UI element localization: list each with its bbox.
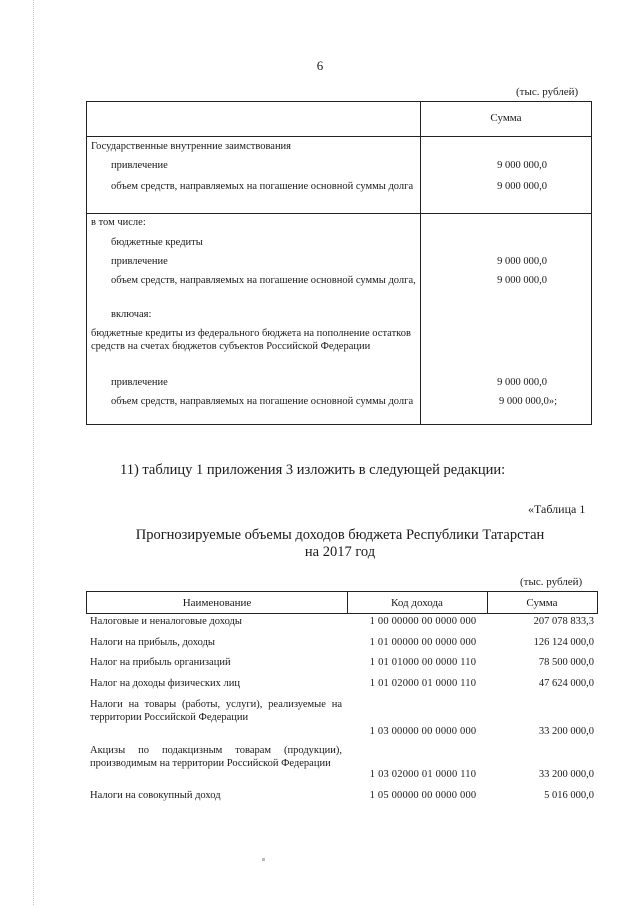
table-row-sum: 47 624 000,0 [538,678,594,689]
table-row-sum: 5 016 000,0 [544,790,594,801]
borrowings-table [86,101,592,425]
table-row: объем средств, направляемых на погашение основной суммы долга [111,396,414,407]
table-row: бюджетные кредиты из федерального бюджета на пополнение остатков средств на счетах бюджетов субъектов Российской Федерации [91,328,411,352]
table-row: бюджетные кредиты [111,237,203,248]
table-row-code: 1 03 00000 00 0000 000 [369,726,477,737]
table-row-sum: 78 500 000,0 [538,657,594,668]
table-row-code: 1 05 00000 00 0000 000 [369,790,477,801]
column-header-code: Код дохода [391,597,443,609]
binding-margin [33,0,36,905]
table-row-code: 1 01 01000 00 0000 110 [369,657,477,668]
column-header-sum: Сумма [526,597,558,609]
row-value: 9 000 000,0 [497,256,547,267]
amendment-paragraph: 11) таблицу 1 приложения 3 изложить в следующей редакции: [120,462,506,478]
scan-speck [262,858,265,861]
table-row-sum: 33 200 000,0 [538,726,594,737]
column-divider [420,102,421,424]
row-value: 9 000 000,0 [497,181,547,192]
table-row: привлечение [111,256,168,267]
table-row-sum: 33 200 000,0 [538,769,594,780]
table-row-sum: 126 124 000,0 [533,637,594,648]
section-divider [87,213,591,214]
table-row: привлечение [111,160,168,171]
table-row: привлечение [111,377,168,388]
row-value: 9 000 000,0»; [498,396,557,407]
table-row: Государственные внутренние заимствования [91,141,292,152]
table-row-name: Налог на доходы физических лиц [90,678,240,689]
table-row-name: Налоги на совокупный доход [90,790,221,801]
table-row: включая: [111,309,152,320]
table-row-code: 1 01 00000 00 0000 000 [369,637,477,648]
revenue-table-header [86,591,598,614]
table-row-name: Акцизы по подакцизным товарам (продукции), производимым на территории Российской Федерации [90,745,342,769]
sum-column-header: Сумма [490,112,522,124]
row-value: 9 000 000,0 [497,160,547,171]
table-row: в том числе: [91,217,146,228]
table-title-line-1: Прогнозируемые объемы доходов бюджета Республики Татарстан [135,527,545,543]
table-row-name: Налоги на товары (работы, услуги), реализуемые на территории Российской Федерации [90,699,342,723]
table-title-line-2: на 2017 год [304,544,376,560]
table-row: объем средств, направляемых на погашение основной суммы долга [111,181,414,192]
table-title [0,527,640,561]
table-row-code: 1 03 02000 01 0000 110 [369,769,477,780]
table-row-sum: 207 078 833,3 [533,616,594,627]
table-row-name: Налоговые и неналоговые доходы [90,616,242,627]
table-row: объем средств, направляемых на погашение основной суммы долга, [111,275,416,286]
column-header-name: Наименование [182,597,252,609]
table-number-label: «Таблица 1 [528,502,586,516]
page-number: 6 [316,58,324,73]
row-value: 9 000 000,0 [497,275,547,286]
unit-label-top: (тыс. рублей) [516,86,579,98]
table-row-code: 1 01 02000 01 0000 110 [369,678,477,689]
row-value: 9 000 000,0 [497,377,547,388]
header-divider [87,136,591,137]
table-row-name: Налоги на прибыль, доходы [90,637,215,648]
table-row-name: Налог на прибыль организаций [90,657,231,668]
table-row-code: 1 00 00000 00 0000 000 [369,616,477,627]
unit-label-bottom: (тыс. рублей) [520,576,583,588]
